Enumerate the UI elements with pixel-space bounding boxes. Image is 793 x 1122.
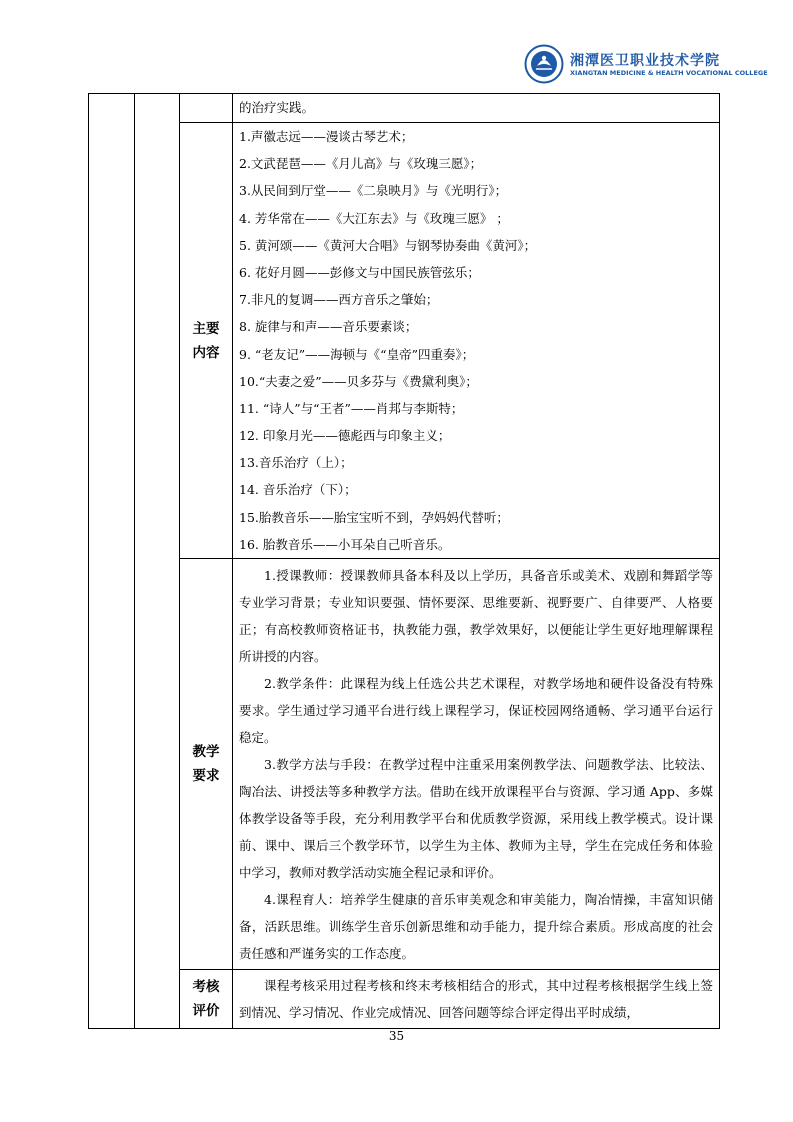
teaching-requirements-cell [233,559,720,970]
main-content-row [89,123,720,559]
college-english-name: XIANGTAN MEDICINE & HEALTH VOCATIONAL COLLEGE [570,69,768,77]
continuation-cell [233,94,720,123]
blank-label-cell [180,94,233,123]
blank-column-1 [89,94,135,1029]
requirement-paragraph: 1.授课教师：授课教师具备本科及以上学历，具备音乐或美术、戏剧和舞蹈学等专业学习背景；专业知识要强、情怀要深、思维要新、视野要广、自律要严、人格要正；有高校教师资格证书，执教能力强，教学效果好，以便能让学生更好地理解课程所讲授的内容。 [239,568,713,664]
main-content-label-text: 主要内容 [192,320,220,361]
requirement-paragraph: 4.课程育人：培养学生健康的音乐审美观念和审美能力，陶冶情操，丰富知识储备，活跃思维。训练学生音乐创新思维和动手能力，提升综合素质。形成高度的社会责任感和严谨务实的工作态度。 [239,892,713,961]
course-table [88,93,720,1029]
assessment-label [180,970,233,1029]
content-item: 16. 胎教音乐——小耳朵自己听音乐。 [239,536,451,552]
requirement-paragraph: 2.教学条件：此课程为线上任选公共艺术课程，对教学场地和硬件设备没有特殊要求。学生通过学习通平台进行线上课程学习，保证校园网络通畅、学习通平台运行稳定。 [239,676,713,745]
continuation-text: 的治疗实践。 [239,100,315,115]
content-item: 7.非凡的复调——西方音乐之肇始； [239,292,439,308]
teaching-requirements-label-text: 教学要求 [192,744,220,784]
content-item: 10.“夫妻之爱”——贝多芬与《费黛利奥》； [239,373,478,389]
assessment-row [89,970,720,1029]
assessment-cell [233,970,720,1029]
content-item: 8. 旋律与和声——音乐要素谈； [239,319,418,335]
teaching-requirements-label [180,559,233,970]
college-name: 湘潭医卫职业技术学院 [570,53,720,69]
assessment-label-text: 考核评价 [192,979,220,1019]
main-content-label [180,123,233,559]
content-item: 14. 音乐治疗（下）； [239,482,357,498]
content-item: 15.胎教音乐——胎宝宝听不到，孕妈妈代替听； [239,509,509,525]
content-item: 11. “诗人”与“王者”——肖邦与李斯特； [239,400,464,416]
blank-column-2 [135,94,180,1029]
content-item: 5. 黄河颂——《黄河大合唱》与钢琴协奏曲《黄河》； [239,237,537,253]
header-logo [524,44,768,86]
main-content-cell [233,123,720,559]
assessment-text: 课程考核采用过程考核和终末考核相结合的形式，其中过程考核根据学生线上签到情况、学习情况、作业完成情况、回答问题等综合评定得出平时成绩， [239,978,713,1020]
requirement-paragraph: 3.教学方法与手段：在教学过程中注重采用案例教学法、问题教学法、比较法、陶冶法、讲授法等多种教学方法。借助在线开放课程平台与资源、学习通 App、多媒体教学设备等手段，充分利用教学平台和优质教学资源，采用线上教学模式。设计课前、课中、课后三个教学环节，以学生为主体、教师为主导，学生在完成任务和体验中学习，教师对教学活动实施全程记录和评价。 [239,757,713,880]
content-item: 2.文武琵琶——《月儿高》与《玫瑰三愿》； [239,156,483,172]
college-emblem-icon [524,44,564,84]
page-number: 35 [388,1029,405,1043]
content-item: 13.音乐治疗（上）； [239,455,353,471]
continuation-row [89,94,720,123]
content-item: 1.声徽志远——漫谈古琴艺术； [239,129,414,144]
content-item: 9. “老友记”——海顿与《“皇帝”四重奏》； [239,346,475,362]
content-item: 6. 花好月圆——彭修文与中国民族管弦乐； [239,264,480,280]
content-item: 12. 印象月光——德彪西与印象主义； [239,428,451,444]
content-item: 4. 芳华常在——《大江东去》与《玫瑰三愿》 ； [239,210,509,226]
content-item: 3.从民间到厅堂——《二泉映月》与《光明行》； [239,183,508,199]
teaching-requirements-row [89,559,720,970]
